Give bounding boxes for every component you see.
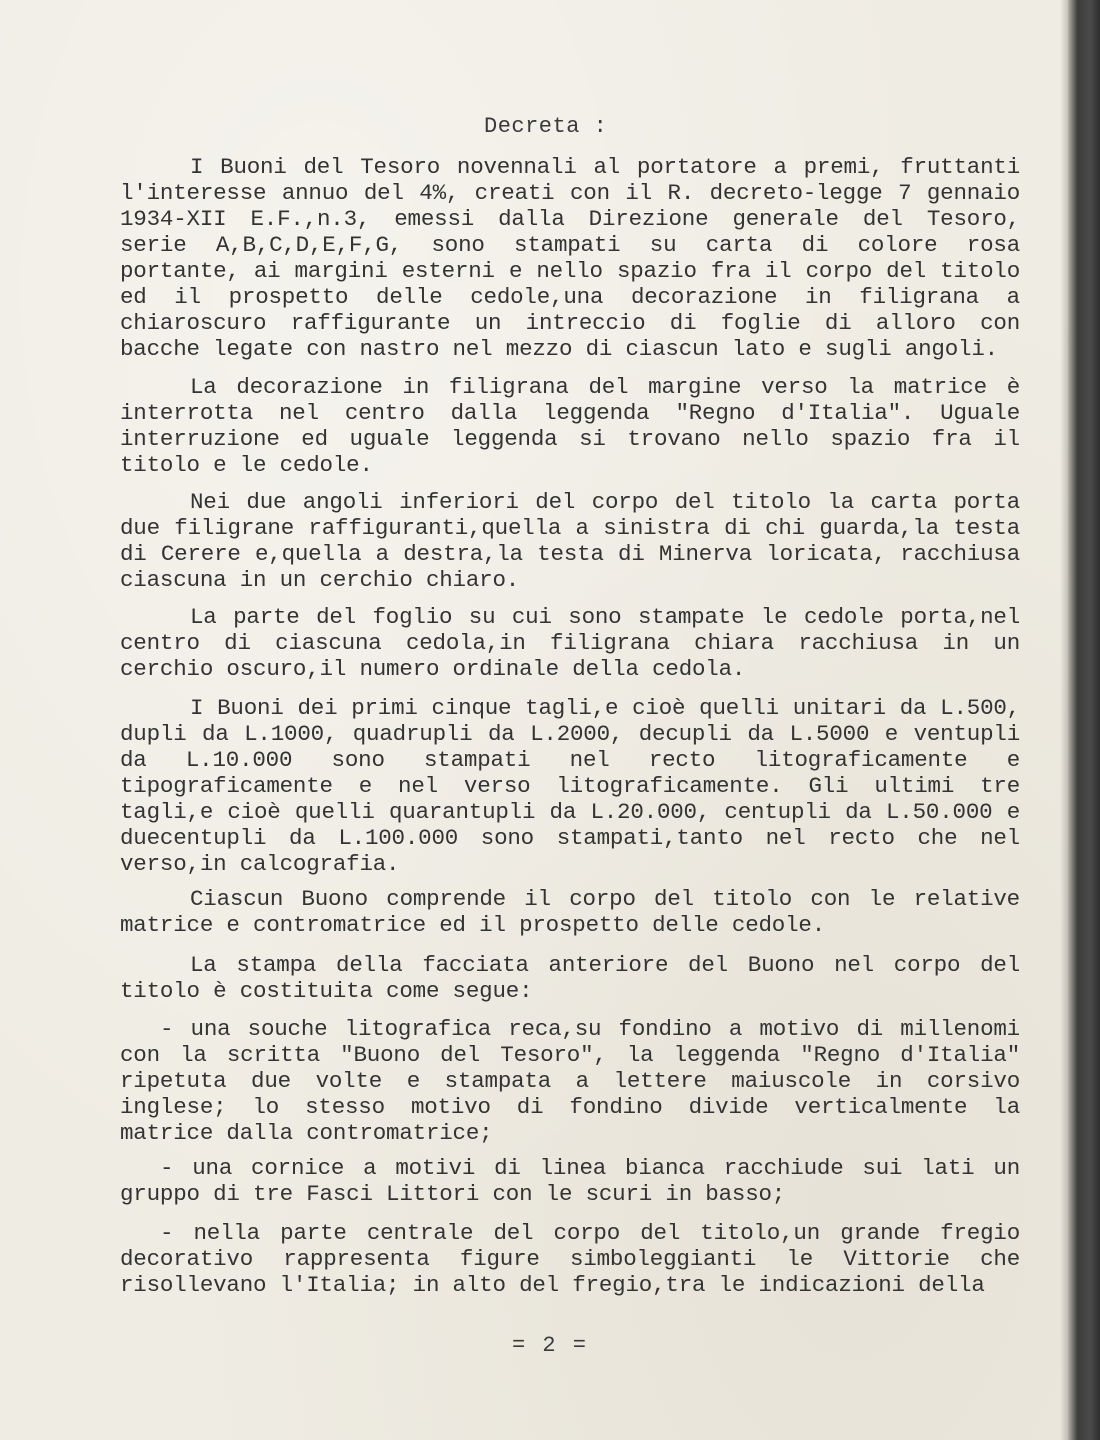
paragraph-composizione-buono: Ciascun Buono comprende il corpo del titolo con le relative matrice e contromatrice ed il prospetto delle cedole. [120, 886, 1020, 938]
binding-edge [1068, 0, 1100, 1440]
paragraph-filigrana-margine: La decorazione in filigrana del margine verso la matrice è interrotta nel centro dalla leggenda "Regno d'Italia". Uguale interruzione ed uguale leggenda si trovano nello spazio fra il titolo e le cedole. [120, 374, 1020, 478]
page-edge-shadow [1060, 0, 1068, 1440]
paragraph-buoni-description: I Buoni del Tesoro novennali al portatore a premi, fruttanti l'interesse annuo del 4%, creati con il R. decreto-legge 7 gennaio 1934-XII E.F.,n.3, emessi dalla Direzione generale del Tesoro, serie A,B,C,D,E,F,G, sono stampati su carta di colore rosa portante, ai margini esterni e nello spazio fra il corpo del titolo ed il prospetto delle cedole,una decorazione in filigrana a chiaroscuro raffigurante un intreccio di foglie di alloro con bacche legate con nastro nel mezzo di ciascun lato e sugli angoli. [120, 154, 1020, 362]
paragraph-cedole-filigrana: La parte del foglio su cui sono stampate le cedole porta,nel centro di ciascuna cedola,in filigrana chiara racchiusa in un cerchio oscuro,il numero ordinale della cedola. [120, 604, 1020, 682]
list-item-cornice: - una cornice a motivi di linea bianca racchiude sui lati un gruppo di tre Fasci Littori con le scuri in basso; [120, 1155, 1020, 1207]
list-item-souche: - una souche litografica reca,su fondino a motivo di millenomi con la scritta "Buono del Tesoro", la leggenda "Regno d'Italia" ripetuta due volte e stampata a lettere maiuscole in corsivo inglese; lo stesso motivo di fondino divide verticalmente la matrice dalla contromatrice; [120, 1016, 1020, 1146]
paragraph-stampa-facciata: La stampa della facciata anteriore del Buono nel corpo del titolo è costituita come segue: [120, 952, 1020, 1004]
paragraph-tagli: I Buoni dei primi cinque tagli,e cioè quelli unitari da L.500, dupli da L.1000, quadrupli da L.2000, decupli da L.5000 e ventupli da L.10.000 sono stampati nel recto litograficamente e tipograficamente e nel verso litograficamente. Gli ultimi tre tagli,e cioè quelli quarantupli da L.20.000, centupli da L.50.000 e duecentupli da L.100.000 sono stampati,tanto nel recto che nel verso,in calcografia. [120, 695, 1020, 877]
paragraph-filigrane-angoli: Nei due angoli inferiori del corpo del titolo la carta porta due filigrane raffiguranti,quella a sinistra di chi guarda,la testa di Cerere e,quella a destra,la testa di Minerva loricata, racchiusa ciascuna in un cerchio chiaro. [120, 489, 1020, 593]
document-heading: Decreta : [484, 114, 608, 139]
page-number: = 2 = [512, 1333, 589, 1358]
list-item-fregio: - nella parte centrale del corpo del titolo,un grande fregio decorativo rappresenta figure simboleggianti le Vittorie che risollevano l'Italia; in alto del fregio,tra le indicazioni della [120, 1220, 1020, 1298]
